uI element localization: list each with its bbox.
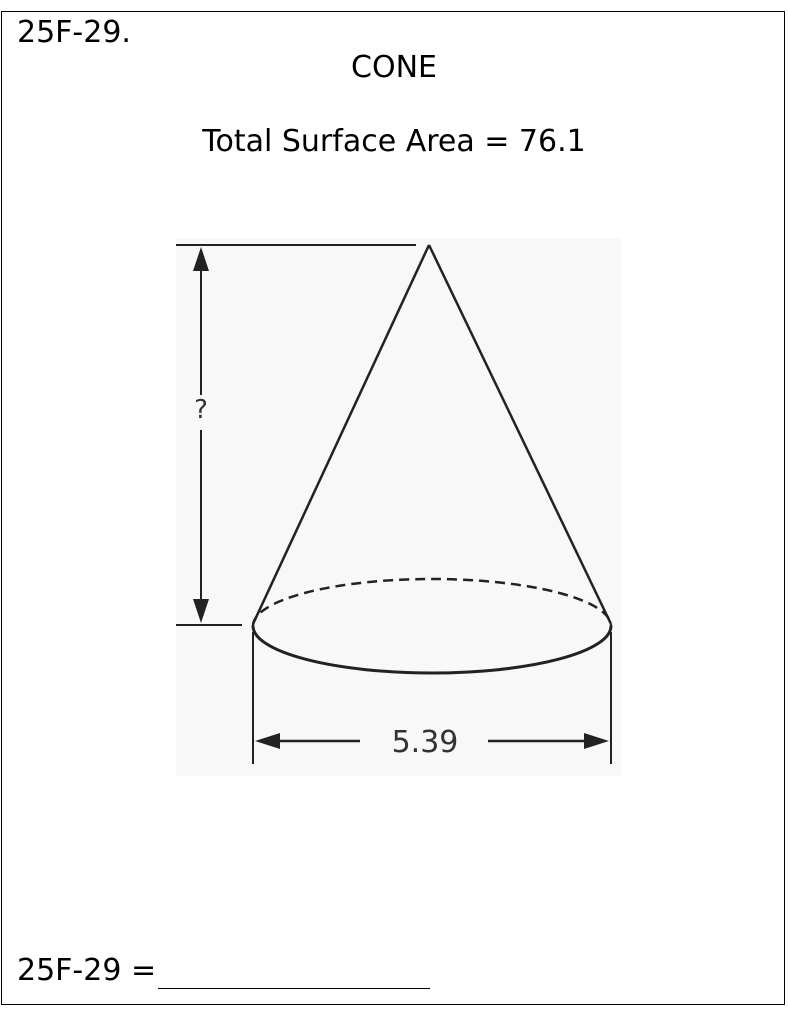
problem-number: 25F-29. xyxy=(17,15,131,50)
answer-blank[interactable] xyxy=(158,955,430,989)
answer-prompt: 25F-29 = xyxy=(17,953,157,988)
shape-title: CONE xyxy=(351,50,437,85)
diameter-label: 5.39 xyxy=(391,725,459,760)
height-label: ? xyxy=(194,395,208,425)
given-surface-area: Total Surface Area = 76.1 xyxy=(202,124,586,159)
answer-line xyxy=(17,953,430,989)
